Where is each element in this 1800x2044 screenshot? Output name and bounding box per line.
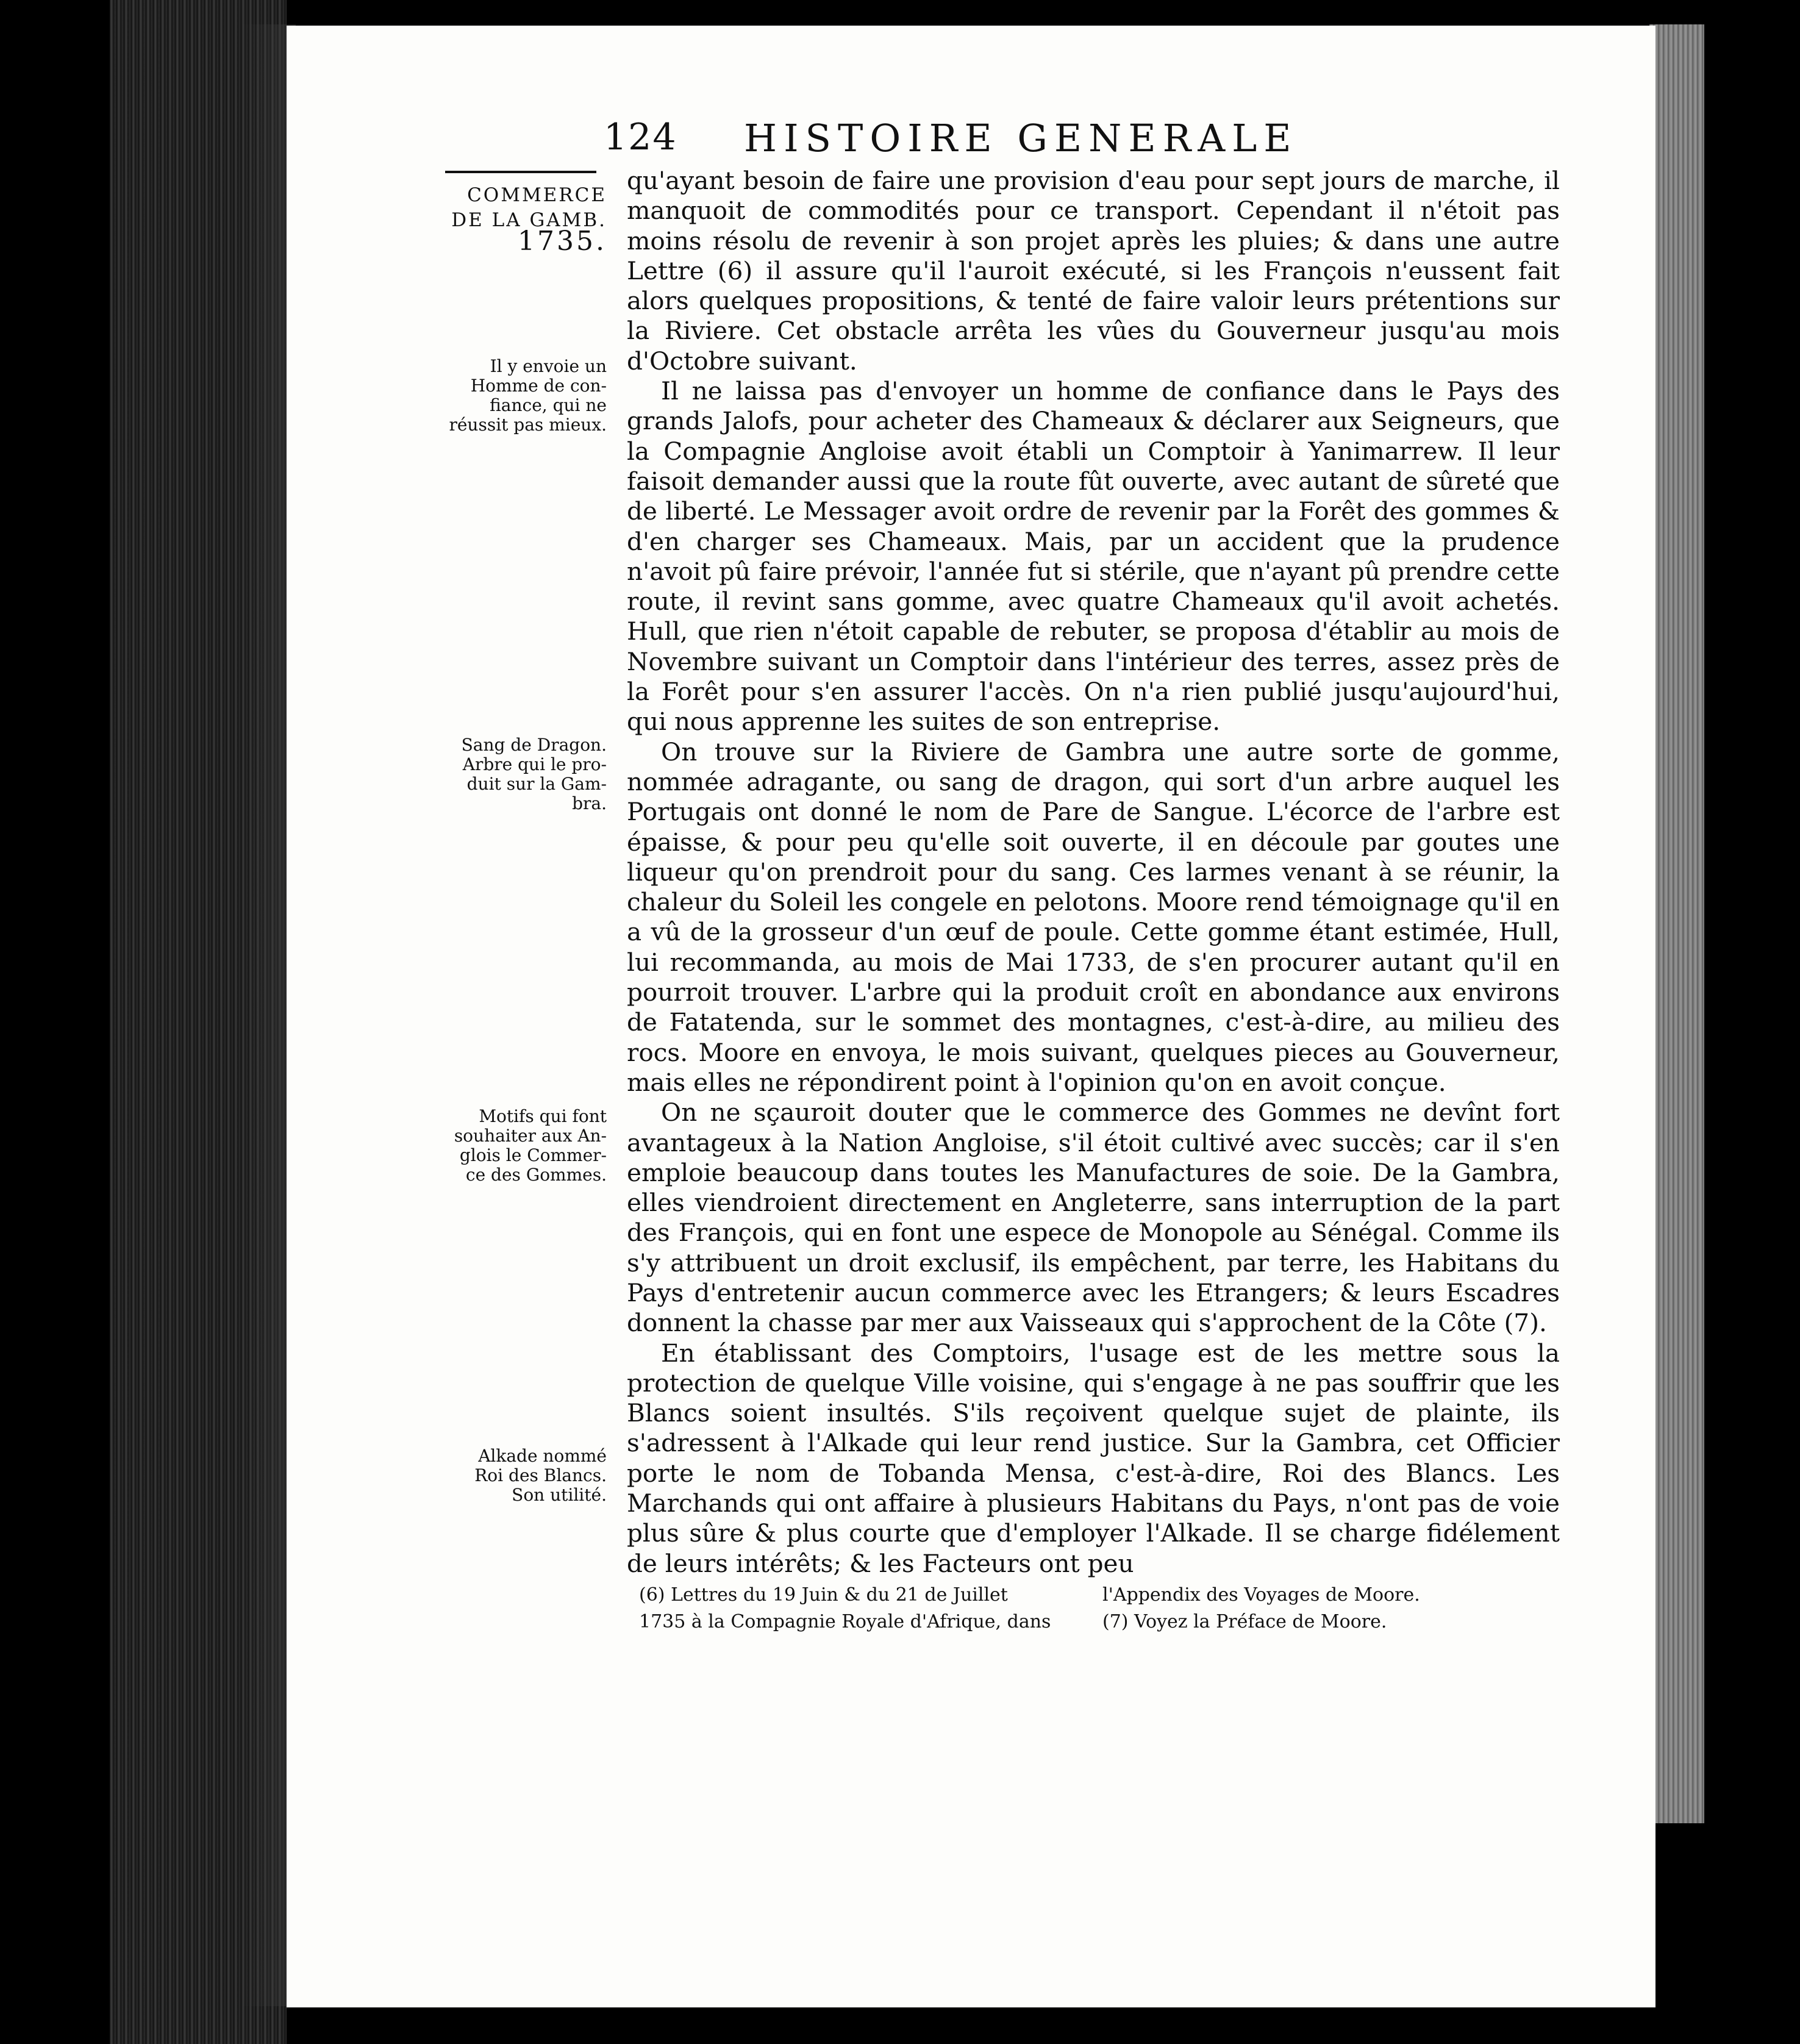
margin-note-sang-de-dragon: Sang de Dragon. Arbre qui le pro- duit sur la Gam- bra. — [461, 735, 607, 813]
footnote-line: (6) Lettres du 19 Juin & du 21 de Juillet — [639, 1584, 1008, 1606]
paragraph: On ne sçauroit douter que le commerce des Gommes ne devînt fort avantageux à la Nation Angloise, s'il étoit cultivé avec succès; car il s'en emploie beaucoup dans toutes les Manufactures de soie. De la Gambra, elles viendroient directement en Angleterre, sans interruption de la part des François, qui en font une espece de Monopole au Sénégal. Comme ils s'y attribuent un droit exclusif, ils empêchent, par terre, les Habitans du Pays d'entretenir aucun commerce avec les Etrangers; & leurs Escadres donnent la chasse par mer aux Vaisseaux qui s'approchent de la Côte (7). — [627, 1098, 1560, 1338]
running-title: HISTOIRE GENERALE — [744, 116, 1298, 160]
footnote-line: 1735 à la Compagnie Royale d'Afrique, dans — [639, 1611, 1051, 1632]
margin-note-commerce: COMMERCE DE LA GAMB. — [451, 184, 607, 231]
page-header — [604, 116, 1354, 165]
margin-note-motifs: Motifs qui font souhaiter aux An- glois le Commer- ce des Gommes. — [454, 1106, 607, 1185]
paragraph: On trouve sur la Riviere de Gambra une autre sorte de gomme, nommée adragante, ou sang de dragon, qui sort d'un arbre auquel les Portugais ont donné le nom de Pare de Sangue. L'écorce de l'arbre est épaisse, & pour peu qu'elle soit ouverte, il en découle par goutes une liqueur qu'on prendroit pour du sang. Ces larmes venant à se réunir, la chaleur du Soleil les congele en pelotons. Moore rend témoignage qu'il en a vû de la grosseur d'un œuf de poule. Cette gomme étant estimée, Hull, lui recommanda, au mois de Mai 1733, de s'en procurer autant qu'il en pourroit trouver. L'arbre qui la produit croît en abondance aux environs de Fatatenda, sur le sommet des montagnes, c'est-à-dire, au milieu des rocs. Moore en envoya, le mois suivant, quelques pieces au Gouverneur, mais elles ne répondirent point à l'opinion qu'on en avoit conçue. — [627, 737, 1560, 1097]
paragraph: qu'ayant besoin de faire une provision d'eau pour sept jours de marche, il manquoit de commodités pour ce transport. Cependant il n'étoit pas moins résolu de revenir à son projet après les pluies; & dans une autre Lettre (6) il assure qu'il l'auroit exécuté, si les François n'eussent fait alors quelques propositions, & tenté de faire valoir leurs prétentions sur la Riviere. Cet obstacle arrêta les vûes du Gouverneur jusqu'au mois d'Octobre suivant. — [627, 166, 1560, 376]
paragraph: En établissant des Comptoirs, l'usage est de les mettre sous la protection de quelque Ville voisine, qui s'engage à ne pas souffrir que les Blancs soient insultés. S'ils reçoivent quelque sujet de plainte, ils s'adressent à l'Alkade qui leur rend justice. Sur la Gambra, cet Officier porte le nom de Tobanda Mensa, c'est-à-dire, Roi des Blancs. Les Marchands qui ont affaire à plusieurs Habitans du Pays, n'ont pas de voie plus sûre & plus courte que d'employer l'Alkade. Il se charge fidélement de leurs intérêts; & les Facteurs ont peu — [627, 1338, 1560, 1578]
facing-page-edge — [1649, 24, 1704, 1823]
margin-rule — [445, 171, 596, 173]
footnote-column-right — [1102, 1582, 1420, 1635]
body-text — [627, 166, 1560, 1579]
footnote-line: l'Appendix des Voyages de Moore. — [1102, 1584, 1420, 1606]
paragraph: Il ne laissa pas d'envoyer un homme de confiance dans le Pays des grands Jalofs, pour acheter des Chameaux & déclarer aux Seigneurs, que la Compagnie Angloise avoit établi un Comptoir à Yanimarrew. Il leur faisoit demander aussi que la route fût ouverte, avec autant de sûreté que de liberté. Le Messager avoit ordre de revenir par la Forêt des gommes & d'en charger ses Chameaux. Mais, par un accident que la prudence n'avoit pû faire prévoir, l'année fut si stérile, que n'ayant pû prendre cette route, il revint sans gomme, avec quatre Chameaux qu'il avoit achetés. Hull, que rien n'étoit capable de rebuter, se proposa d'établir au mois de Novembre suivant un Comptoir dans l'intérieur des terres, assez près de la Forêt pour s'en assurer l'accès. On n'a rien publié jusqu'aujourd'hui, qui nous apprenne les suites de son entreprise. — [627, 376, 1560, 737]
footnote-column-left — [639, 1582, 1051, 1635]
margin-note-envoi: Il y envoie un Homme de con- fiance, qui ne réussit pas mieux. — [449, 356, 607, 435]
margin-note-alkade: Alkade nommé Roi des Blancs. Son utilité. — [474, 1446, 607, 1505]
margin-note-year: 1735. — [518, 226, 607, 257]
page-number: 124 — [604, 116, 677, 159]
footnote-line: (7) Voyez la Préface de Moore. — [1102, 1611, 1387, 1632]
